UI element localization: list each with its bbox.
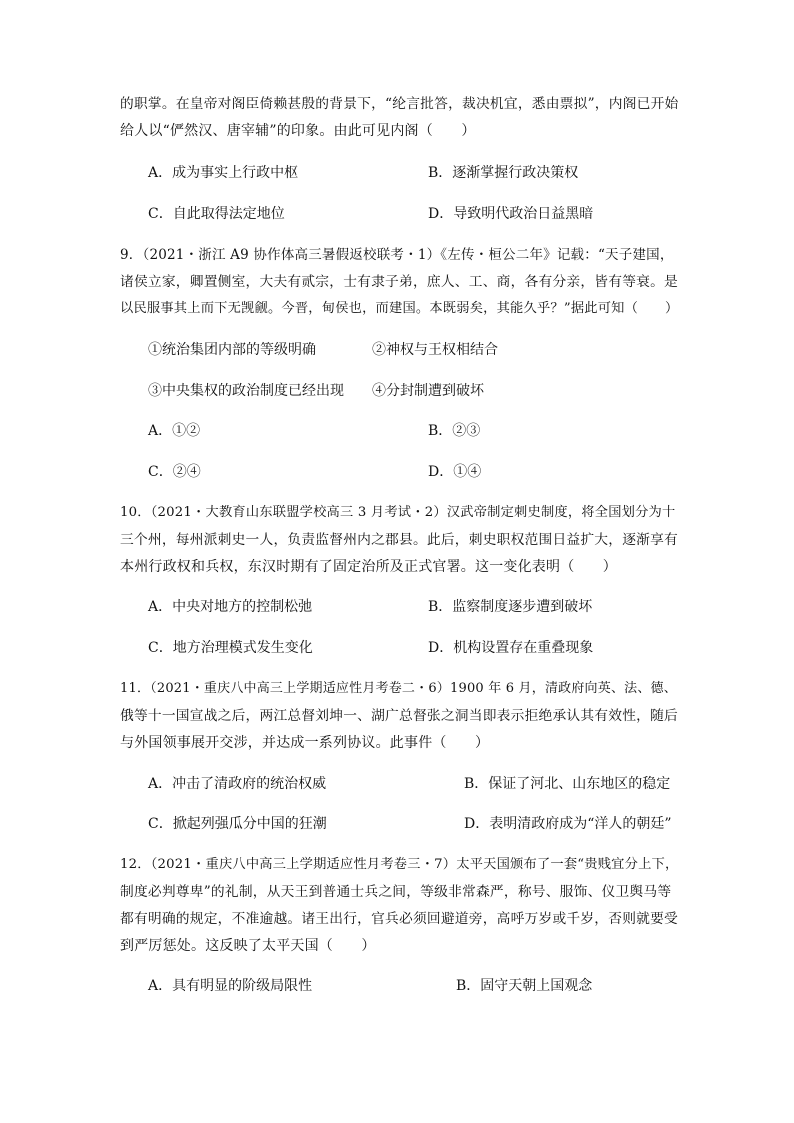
- option-b[interactable]: B．监察制度逐步遭到破坏: [428, 599, 593, 615]
- option-a[interactable]: A．冲击了清政府的统治权威: [148, 776, 327, 792]
- option-d[interactable]: D．表明清政府成为“洋人的朝廷”: [464, 816, 672, 832]
- option-a[interactable]: A．中央对地方的控制松弛: [148, 599, 313, 615]
- question-12-text-line: 到严厉惩处。这反映了太平天国（ ）: [120, 938, 376, 954]
- question-text-line: 的职掌。在皇帝对阁臣倚赖甚殷的背景下，“纶言批答，裁决机宜，悉由票拟”，内阁已开始: [120, 96, 679, 112]
- question-12-text-line: 都有明确的规定，不准逾越。诸王出行，官兵必须回避道旁，高呼万岁或千岁，否则就要受: [120, 911, 679, 927]
- statement-2: ②神权与王权相结合: [372, 342, 498, 358]
- question-12-text-line: 制度必判尊卑”的礼制，从天王到普通士兵之间，等级非常森严，称号、服饰、仪卫舆马等: [120, 884, 672, 900]
- question-text-line: 给人以“俨然汉、唐宰辅”的印象。由此可见内阁（ ）: [120, 123, 476, 139]
- question-10-text-line: 三个州，每州派刺史一人，负责监督州内之郡县。此后，刺史职权范围日益扩大，逐渐享有: [120, 532, 679, 548]
- question-11-text-line: 11．（2021・重庆八中高三上学期适应性月考卷二・6）1900 年 6 月，清政府向英、法、德、: [120, 681, 677, 696]
- option-a[interactable]: A．①②: [148, 423, 201, 439]
- option-b[interactable]: B．保证了河北、山东地区的稳定: [464, 776, 671, 792]
- option-b[interactable]: B．②③: [428, 423, 481, 439]
- question-11-text-line: 俄等十一国宣战之后，两江总督刘坤一、湖广总督张之洞当即表示拒绝承认其有效性，随后: [120, 708, 679, 724]
- question-12-text-line: 12．（2021・重庆八中高三上学期适应性月考卷三・7）太平天国颁布了一套“贵贱宜分上下，: [120, 857, 679, 872]
- statement-3: ③中央集权的政治制度已经出现: [148, 383, 344, 399]
- question-10-text-line: 本州行政权和兵权，东汉时期有了固定治所及正式官署。这一变化表明（ ）: [120, 559, 617, 575]
- question-9-text-line: 诸侯立家，卿置侧室，大夫有贰宗，士有隶子弟，庶人、工、商，各有分亲，皆有等衰。是: [120, 274, 679, 290]
- option-d[interactable]: D．机构设置存在重叠现象: [428, 640, 594, 656]
- option-d[interactable]: D．①④: [428, 464, 482, 480]
- option-c[interactable]: C．掀起列强瓜分中国的狂潮: [148, 816, 327, 832]
- option-b[interactable]: B．固守天朝上国观念: [456, 978, 593, 994]
- option-a[interactable]: A．具有明显的阶级局限性: [148, 978, 313, 994]
- question-9-text-line: 9．（2021・浙江 A9 协作体高三暑假返校联考・1）《左传・桓公二年》记载：“天子建国，: [120, 247, 674, 263]
- question-9-text-line: 以民服事其上而下无觊觎。今晋，甸侯也，而建国。本既弱矣，其能久乎？”据此可知（ ）: [120, 301, 679, 316]
- option-c[interactable]: C．②④: [148, 464, 201, 480]
- option-a[interactable]: A．成为事实上行政中枢: [148, 165, 299, 181]
- option-c[interactable]: C．自此取得法定地位: [148, 206, 285, 222]
- option-b[interactable]: B．逐渐掌握行政决策权: [428, 165, 579, 181]
- question-10-text-line: 10．（2021・大教育山东联盟学校高三 3 月考试・2）汉武帝制定刺史制度，将全国划分为十: [120, 505, 676, 520]
- option-d[interactable]: D．导致明代政治日益黑暗: [428, 206, 594, 222]
- statement-1: ①统治集团内部的等级明确: [148, 342, 316, 358]
- option-c[interactable]: C．地方治理模式发生变化: [148, 640, 313, 656]
- statement-4: ④分封制遭到破坏: [372, 383, 484, 399]
- question-11-text-line: 与外国领事展开交涉，并达成一系列协议。此事件（ ）: [120, 735, 490, 751]
